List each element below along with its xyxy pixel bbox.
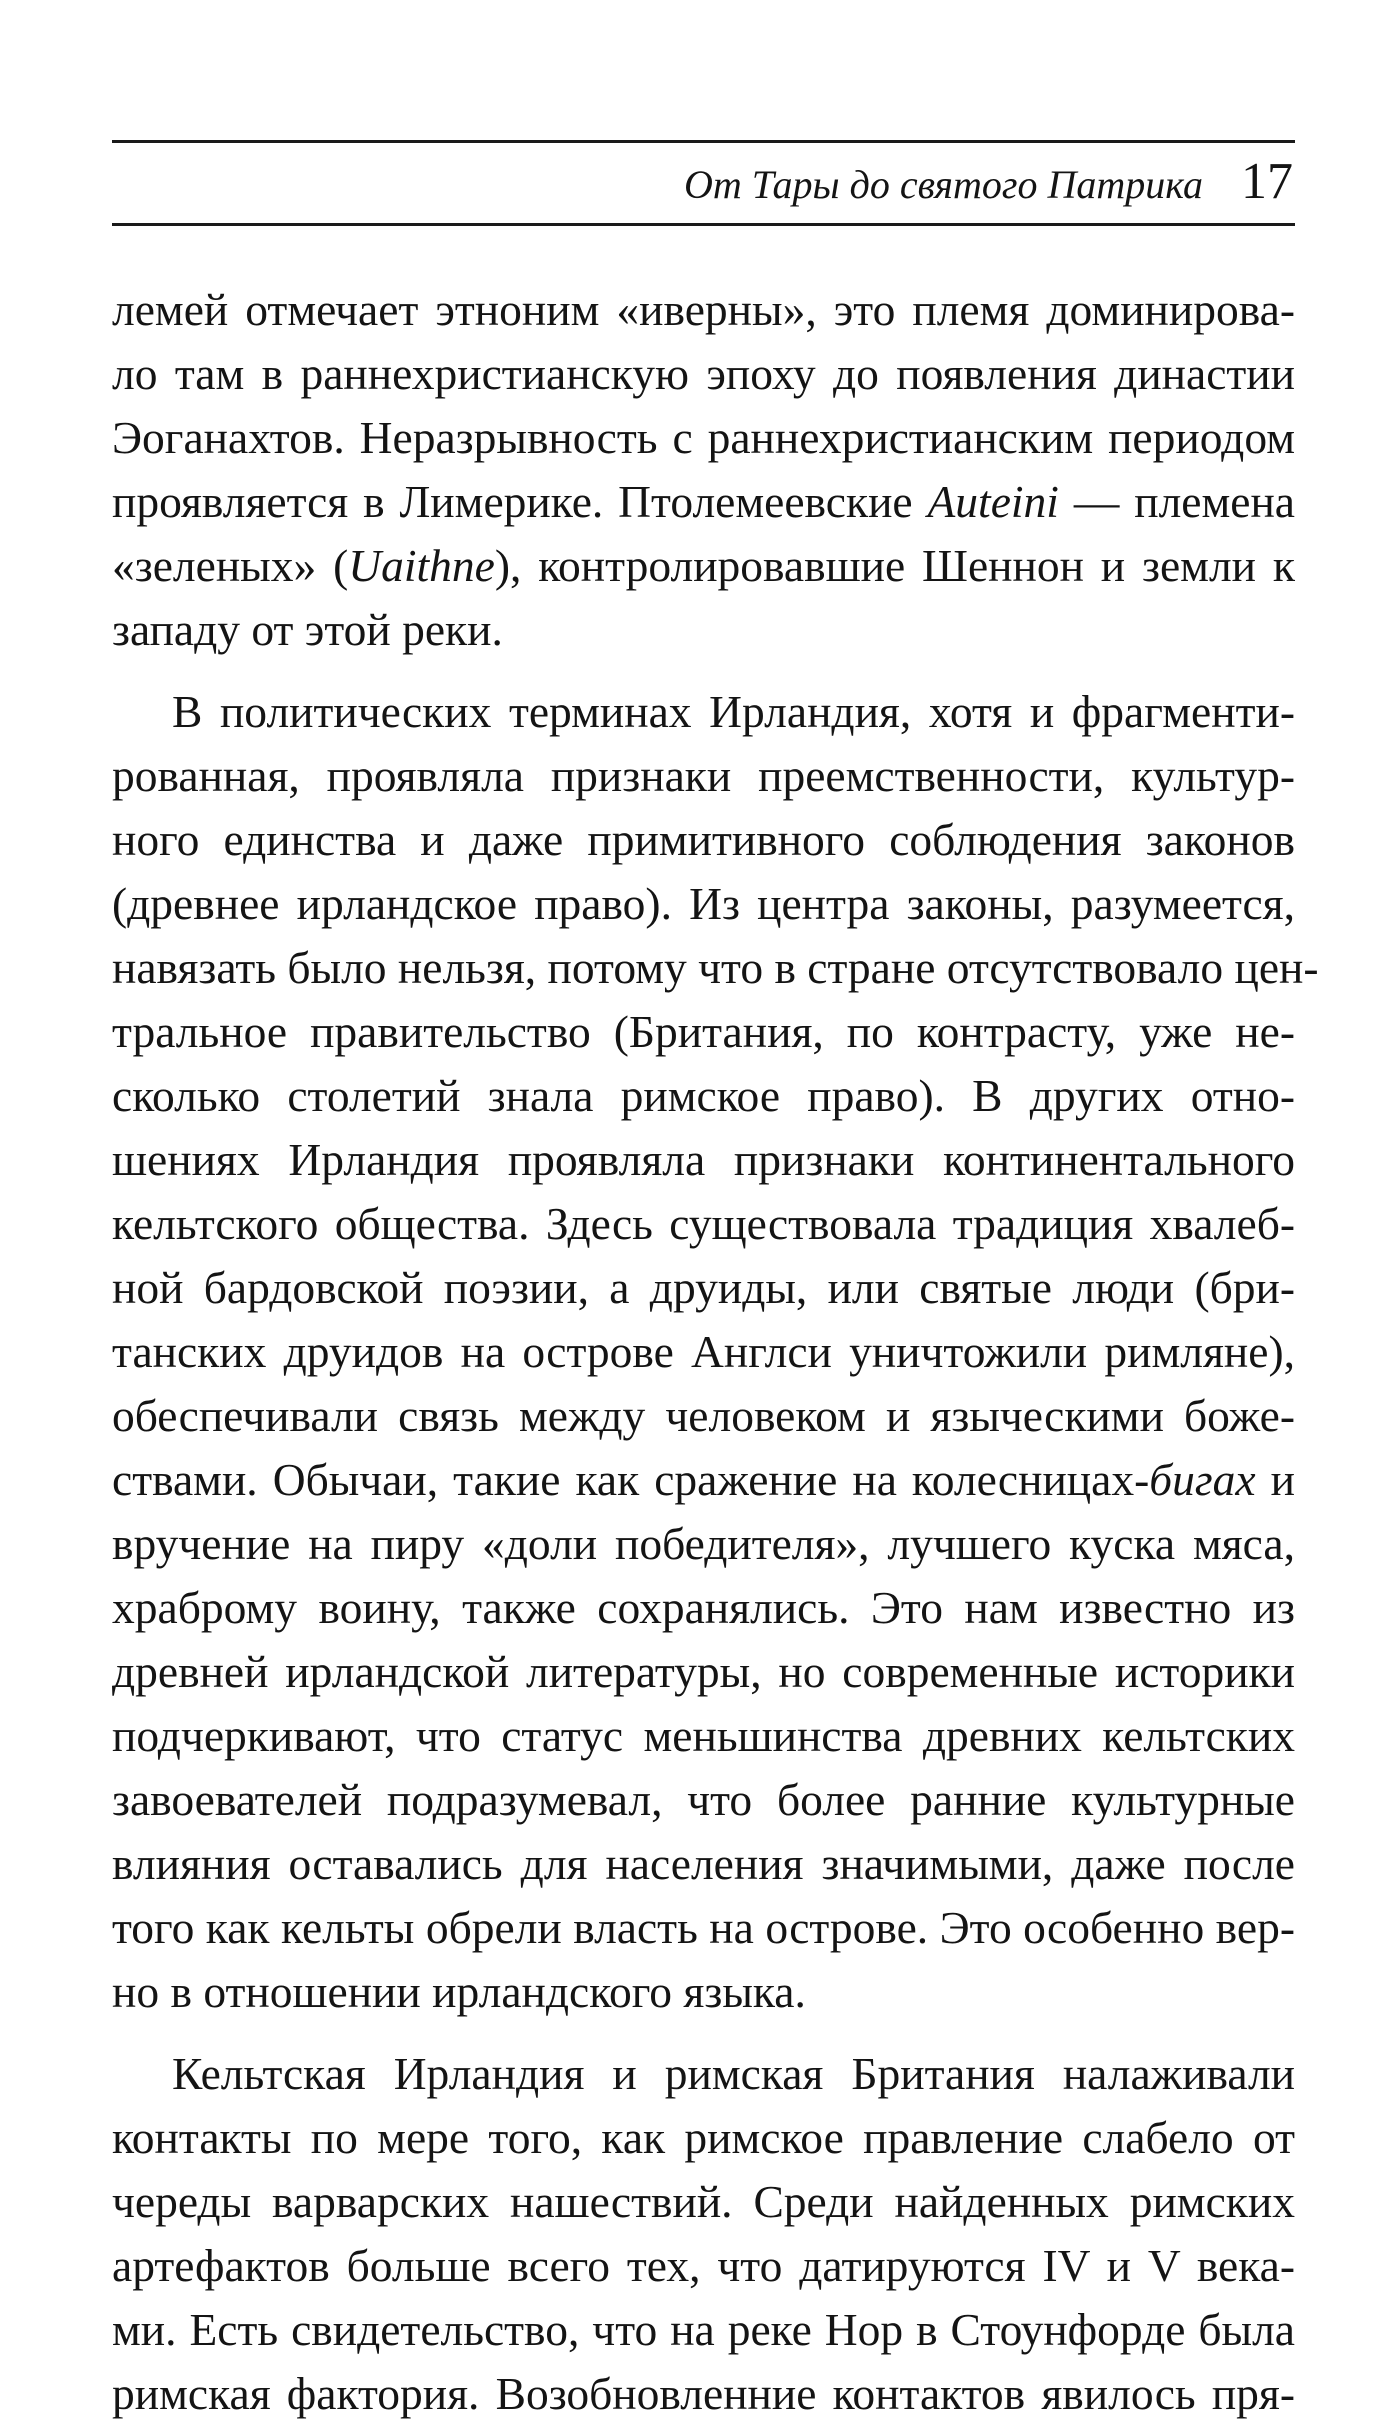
text-line: навязать было нельзя, потому что в стране отсутствовало цен-: [112, 942, 1319, 993]
text-line: кельтского общества. Здесь существовала традиция хвалеб-: [112, 1198, 1295, 1249]
text-line: (древнее ирландское право). Из центра законы, разумеется,: [112, 878, 1295, 929]
text-line: проявляется в Лимерике. Птолемеевские Auteini — племена: [112, 476, 1295, 527]
italic-term: бигах: [1149, 1454, 1256, 1505]
text-line: Кельтская Ирландия и римская Британия налаживали: [172, 2048, 1295, 2099]
text-line: В политических терминах Ирландия, хотя и фрагменти-: [172, 686, 1295, 737]
italic-term: Uaithne: [348, 540, 495, 591]
paragraph: [112, 680, 1319, 2024]
text-line: обеспечивали связь между человеком и языческими боже-: [112, 1390, 1295, 1441]
text-line: храброму воину, также сохранялись. Это нам известно из: [112, 1582, 1295, 1633]
italic-term: Auteini: [927, 476, 1059, 527]
text-line: череды варварских нашествий. Среди найденных римских: [112, 2176, 1295, 2227]
text-line: танских друидов на острове Англси уничтожили римляне),: [112, 1326, 1295, 1377]
text-line: ствами. Обычаи, такие как сражение на колесницах-бигах и: [112, 1454, 1295, 1505]
text-line: Эоганахтов. Неразрывность с раннехристианским периодом: [112, 412, 1295, 463]
text-line: ло там в раннехристианскую эпоху до появления династии: [112, 348, 1295, 399]
text-line: завоевателей подразумевал, что более ранние культурные: [112, 1774, 1295, 1825]
text-line: ной бардовской поэзии, а друиды, или святые люди (бри-: [112, 1262, 1295, 1313]
text-line: древней ирландской литературы, но современные историки: [112, 1646, 1295, 1697]
text-line: сколько столетий знала римское право). В других отно-: [112, 1070, 1295, 1121]
text-line: римская фактория. Возобновленние контактов явилось пря-: [112, 2368, 1295, 2419]
text-line: ми. Есть свидетельство, что на реке Нор в Стоунфорде была: [112, 2304, 1295, 2355]
body-text: [112, 278, 1319, 2426]
page-header: [112, 140, 1295, 226]
text-line: рованная, проявляла признаки преемственности, культур-: [112, 750, 1295, 801]
text-line: контакты по мере того, как римское правление слабело от: [112, 2112, 1295, 2163]
paragraph-gap: [112, 2024, 1295, 2042]
text-line: западу от этой реки.: [112, 604, 503, 655]
text-line: лемей отмечает этноним «иверны», это племя доминирова-: [112, 284, 1295, 335]
text-line: артефактов больше всего тех, что датируются IV и V века-: [112, 2240, 1295, 2291]
text-line: подчеркивают, что статус меньшинства древних кельтских: [112, 1710, 1295, 1761]
text-line: вручение на пиру «доли победителя», лучшего куска мяса,: [112, 1518, 1295, 1569]
paragraph-gap: [112, 662, 1295, 680]
text-line: «зеленых» (Uaithne), контролировавшие Шеннон и земли к: [112, 540, 1295, 591]
paragraph: [112, 2042, 1295, 2426]
text-line: но в отношении ирландского языка.: [112, 1966, 806, 2017]
page-number: 17: [1241, 153, 1293, 210]
text-line: влияния оставались для населения значимыми, даже после: [112, 1838, 1295, 1889]
paragraph: [112, 278, 1295, 662]
text-line: шениях Ирландия проявляла признаки континентального: [112, 1134, 1295, 1185]
text-line: того как кельты обрели власть на острове. Это особенно вер-: [112, 1902, 1295, 1953]
running-title: От Тары до святого Патрика: [683, 162, 1203, 207]
text-line: ного единства и даже примитивного соблюдения законов: [112, 814, 1295, 865]
text-line: тральное правительство (Британия, по контрасту, уже не-: [112, 1006, 1295, 1057]
